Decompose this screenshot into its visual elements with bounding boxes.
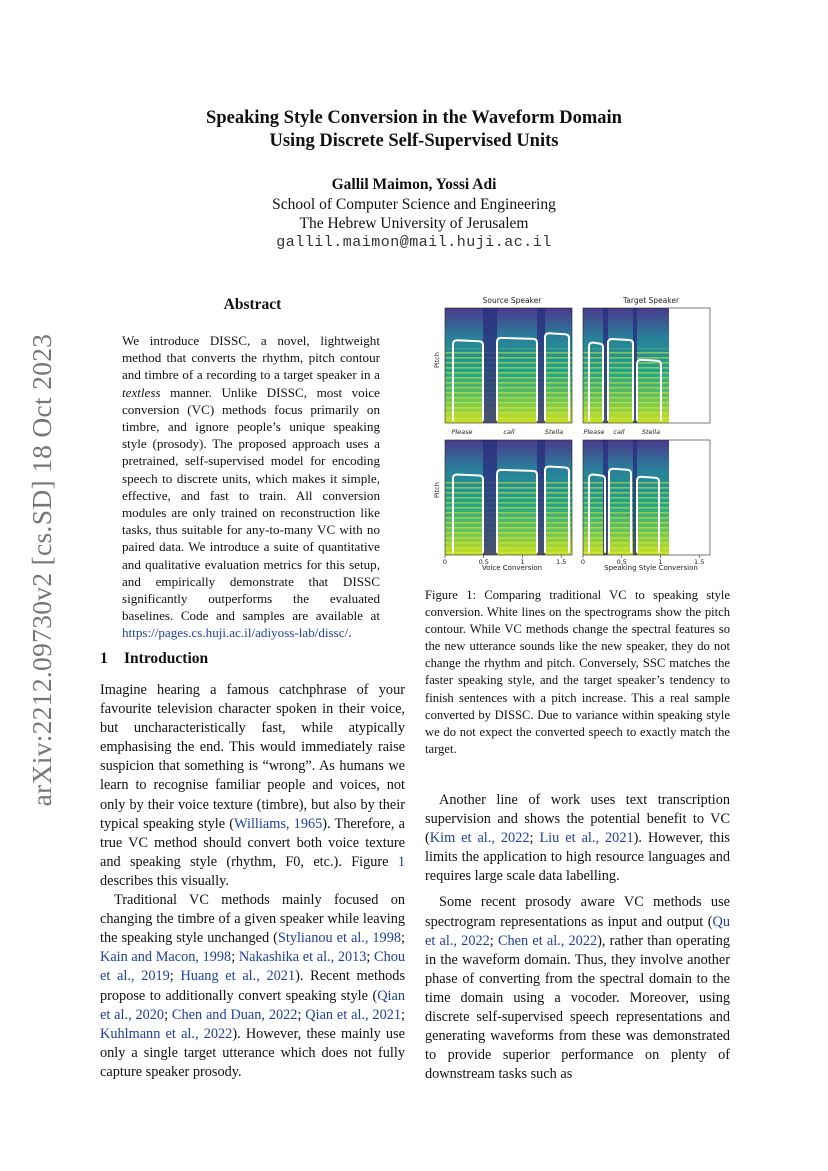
x-tick-label: 1.5 — [694, 558, 705, 566]
spectrogram-speaking-style-conversion — [583, 440, 710, 555]
abstract-text-2: manner. Unlike DISSC, most voice conversion (VC) methods focus primarily on timbre, and ignore people’s unique speaking style (prosody). The proposed approach uses a pretrained, self-supervised model for encoding speech to discrete units, which makes it simple, effective, and fast to train. All conversion modules are only trained on reconstruction like tasks, thus suitable for any-to-many VC with no paired data. We introduce a suite of quantitative and qualitative evaluation metrics for this setup, and empirically demonstrate that DISSC significantly outperforms the evaluated baselines. Code and samples are available at — [122, 384, 380, 624]
figure-1 — [425, 292, 730, 577]
x-tick-label: 1 — [658, 558, 663, 566]
arxiv-identifier-text: arXiv:2212.09730v2 [cs.SD] 18 Oct 2023 — [26, 333, 57, 807]
x-tick-label: 0.5 — [478, 558, 489, 566]
citation-link[interactable]: Williams, 1965 — [234, 815, 323, 832]
citation-link[interactable]: Chen et al., 2022 — [497, 932, 598, 949]
citation-link[interactable]: Chen and Duan, 2022 — [171, 1006, 298, 1023]
spectrogram-harmonics — [583, 480, 669, 555]
intro-text: describes this visually. — [100, 872, 229, 889]
intro-text: ). Therefore, a true VC method should convert both voice texture and speaking style (rhythm, F0, etc.). Figure — [100, 815, 405, 870]
ylabel-bottom: Pitch — [433, 482, 441, 498]
body-text: Some recent prosody aware VC methods use spectrogram representations as input and output ( — [425, 894, 730, 930]
right-paragraph-1: Another line of work uses text transcription supervision and shows the potential benefit to VC (Kim et al., 2022; Liu et al., 2021). However, this limits the application to high resource languages and requires large scale data labelling. — [425, 792, 730, 885]
citation-link[interactable]: Qian et al., 2021 — [305, 1006, 402, 1023]
word-label: Stella — [641, 428, 661, 436]
xlabel-voice-conversion: Voice Conversion — [481, 564, 543, 572]
section-number: 1 — [100, 650, 108, 667]
x-tick-label: 0 — [580, 558, 586, 566]
spectrogram-empty — [669, 308, 710, 423]
author-email: gallil.maimon@mail.huji.ac.il — [276, 234, 552, 251]
citation-link[interactable]: Qian et al., 2020 — [100, 987, 405, 1023]
right-paragraph-2: Some recent prosody aware VC methods use spectrogram representations as input and output (Qu et al., 2022; Chen et al., 2022), rather than operating in the waveform domain. Thus, they involve another phase of converting from the spectral domain to the time domain using a vocoder. Moreover, using discrete self-supervised speech representations and generating waveforms from these was demonstrated to provide superior performance on plenty of downstream tasks such as — [425, 894, 731, 1083]
word-label: Stella — [544, 428, 564, 436]
word-label: Please — [451, 428, 473, 436]
intro-paragraph-2: Traditional VC methods mainly focused on changing the timbre of a given speaker while leaving the speaking style unchanged (Stylianou et al., 1998; Kain and Macon, 1998; Nakashika et al., 2013; Chou et al., 2019; Huang et al., 2021). Recent methods propose to additionally convert speaking style (Qian et al., 2020; Chen and Duan, 2022; Qian et al., 2021; Kuhlmann et al., 2022). However, these mainly use only a single target utterance which does not fully capture speaker prosody. — [100, 892, 406, 1080]
authors: Gallil Maimon, Yossi Adi — [331, 176, 497, 193]
word-label: call — [613, 428, 625, 436]
figure-ref-link[interactable]: 1 — [397, 853, 405, 870]
abstract-em: textless — [122, 384, 161, 400]
spectrogram-harmonics — [445, 480, 572, 555]
figure-1-graphic — [425, 292, 730, 577]
intro-text: Imagine hearing a famous catchphrase of your favourite television character spoken in their voice, but uncharacteristically fast, while atypically emphasising the end. This would immediately raise suspicion that something is “wrong”. As humans we learn to recognise familiar people and voices, not only by their voice texture (timbre), but also by their typical speaking style ( — [100, 682, 405, 832]
word-label: call — [503, 428, 515, 436]
affiliation-line-2: The Hebrew University of Jerusalem — [299, 215, 529, 232]
title-line-2: Using Discrete Self-Supervised Units — [269, 131, 559, 151]
body-text: ). However, this limits the application to high resource languages and requires large scale data labelling. — [425, 830, 730, 885]
spectrogram-gap — [483, 440, 497, 555]
affiliation-line-1: School of Computer Science and Engineering — [272, 196, 556, 213]
citation-link[interactable]: Kim et al., 2022 — [429, 830, 530, 847]
abstract-text-1: We introduce DISSC, a novel, lightweight method that converts the rhythm, pitch contour and timbre of a recording to a target speaker in a — [122, 333, 380, 383]
citation-link[interactable]: Nakashika et al., 2013 — [238, 949, 367, 966]
section-title: Introduction — [124, 650, 209, 667]
citation-link[interactable]: Stylianou et al., 1998 — [277, 930, 402, 947]
figure-caption: Figure 1: Comparing traditional VC to speaking style conversion. White lines on the spectrograms show the pitch contour. While VC methods change the spectral features so the new utterance sounds like the new speaker, they do not change the rhythm and pitch. Conversely, SSC matches the faster speaking style, and the target speaker’s tendency to finish sentences with a pitch increase. This a real sample converted by DISSC. Due to variance within speaking style we do not expect the converted speech to exactly match the target. — [425, 588, 730, 756]
top-left-title: Source Speaker — [482, 296, 542, 305]
x-tick-label: 0 — [442, 558, 448, 566]
word-label: Please — [583, 428, 605, 436]
spectrogram-gap — [483, 308, 497, 423]
paper-title — [0, 107, 828, 153]
spectrogram-empty — [669, 440, 710, 555]
spectrogram-target — [583, 308, 710, 423]
section-heading-introduction — [100, 650, 208, 668]
arxiv-identifier — [16, 290, 68, 850]
x-tick-label: 1.5 — [556, 558, 567, 566]
top-right-title: Target Speaker — [622, 296, 680, 305]
intro-text: Traditional VC methods mainly focused on changing the timbre of a given speaker while leaving the speaking style unchanged ( — [100, 892, 405, 947]
project-link[interactable]: https://pages.cs.huji.ac.il/adiyoss-lab/dissc/ — [122, 625, 349, 641]
body-text: ), rather than operating in the waveform domain. Thus, they involve another phase of converting from the spectral domain to the time domain using a vocoder. Moreover, using discrete self-supervised speech representations and generating waveforms from these was demonstrated to provide superior performance on plenty of downstream tasks such as — [425, 932, 731, 1083]
abstract-end: . — [348, 625, 352, 641]
xlabel-speaking-style-conversion: Speaking Style Conversion — [604, 564, 698, 572]
intro-text: ). However, these mainly use only a single target utterance which does not fully capture speaker prosody. — [100, 1025, 405, 1080]
citation-link[interactable]: Chou et al., 2019 — [100, 949, 406, 985]
citation-link[interactable]: Liu et al., 2021 — [539, 830, 634, 847]
spectrogram-voice-conversion — [445, 440, 572, 555]
spectrogram-harmonics — [583, 348, 669, 423]
ylabel-top: Pitch — [433, 352, 441, 368]
spectrogram-gap — [537, 440, 545, 555]
citation-link[interactable]: Qu et al., 2022 — [425, 913, 730, 949]
citation-link[interactable]: Kuhlmann et al., 2022 — [100, 1025, 233, 1042]
x-tick-label: 1 — [520, 558, 525, 566]
citation-link[interactable]: Huang et al., 2021 — [180, 968, 296, 985]
abstract-heading: Abstract — [223, 296, 282, 313]
x-tick-label: 0.5 — [616, 558, 627, 566]
citation-link[interactable]: Kain and Macon, 1998 — [100, 949, 232, 966]
intro-left-column — [100, 681, 405, 1082]
abstract-body — [122, 332, 380, 642]
spectrogram-source — [445, 308, 572, 423]
spectrogram-harmonics — [445, 348, 572, 423]
intro-paragraph-1 — [100, 681, 405, 891]
spectrogram-gap — [537, 308, 545, 423]
intro-text: ). Recent methods propose to additionally convert speaking style ( — [100, 968, 406, 1004]
body-text: Another line of work uses text transcription supervision and shows the potential benefit to VC ( — [425, 792, 730, 847]
intro-right-column — [425, 791, 730, 1084]
title-line-1: Speaking Style Conversion in the Waveform Domain — [206, 108, 622, 128]
